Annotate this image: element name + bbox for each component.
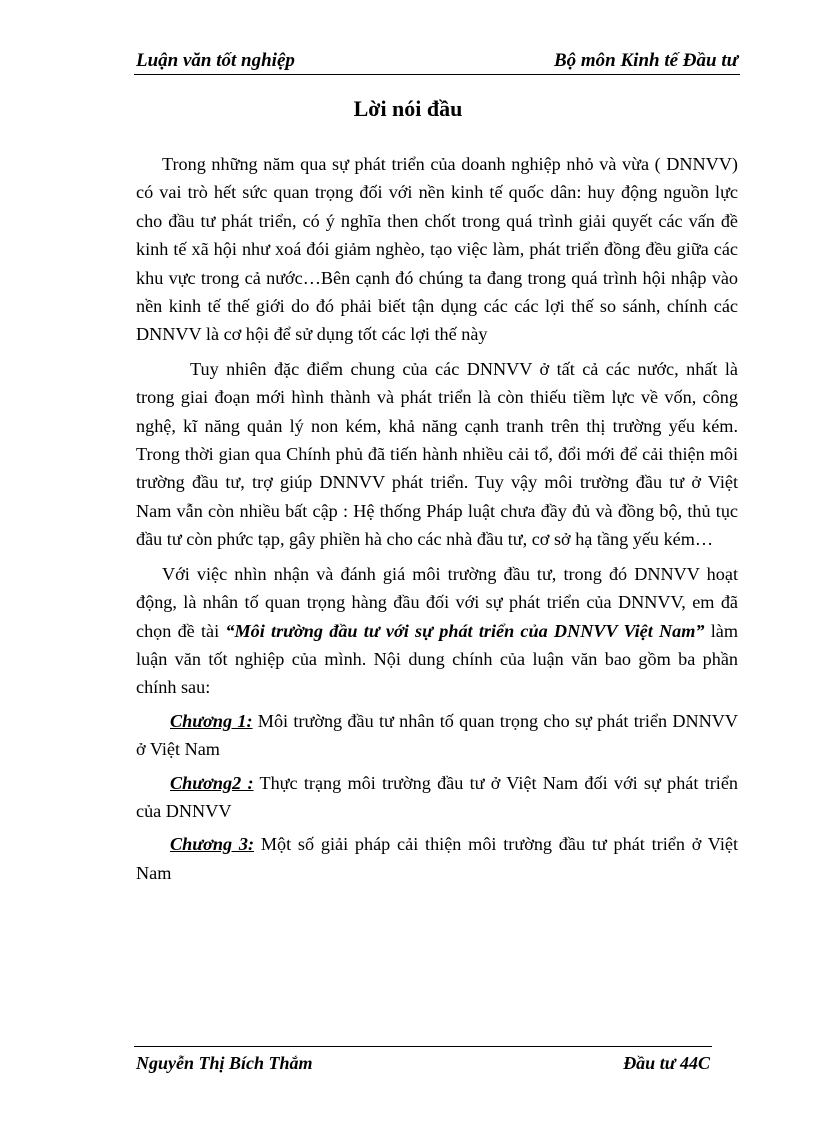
paragraph-topic-after: làm luận văn tốt nghiệp của mình. Nội dung chính của luận văn bao gồm ba phần chính sau: — [136, 620, 738, 698]
header-thesis-label: Luận văn tốt nghiệp — [136, 50, 295, 71]
page-title: Lời nói đầu — [353, 96, 463, 121]
chapter-text-2: Thực trạng môi trường đầu tư ở Việt Nam đối với sự phát triển của DNNVV — [136, 772, 739, 821]
paragraph-intro: Trong những năm qua sự phát triển của doanh nghiệp nhỏ và vừa ( DNNVV) có vai trò hết sức quan trọng đối với nền kinh tế quốc dân: huy động nguồn lực cho đầu tư phát triển, có ý nghĩa then chốt trong quá trình giải quyết các vấn đề kinh tế xã hội như xoá đói giảm nghèo, tạo việc làm, phát triển đồng đều giữa các khu vực trong cả nước…Bên cạnh đó chúng ta đang trong quá trình hội nhập vào nền kinh tế thế giới do đó phải biết tận dụng các các lợi thế so sánh, chính các DNNVV là cơ hội để sử dụng tốt các lợi thế này — [136, 154, 738, 345]
footer-class-label: Đầu tư 44C — [623, 1053, 710, 1073]
chapter-text-3: Một số giải pháp cải thiện môi trường đầu tư phát triển ở Việt Nam — [136, 834, 738, 883]
chapter-label-3: Chương 3: — [170, 834, 255, 855]
chapter-item-3 — [136, 830, 738, 887]
header-department-label: Bộ môn Kinh tế Đầu tư — [553, 50, 738, 71]
chapter-item-1 — [136, 707, 738, 764]
page-footer — [134, 1046, 712, 1073]
chapter-label-2: Chương2 : — [170, 772, 254, 793]
footer-author-name: Nguyễn Thị Bích Thắm — [136, 1053, 313, 1073]
paragraph-challenges: Tuy nhiên đặc điểm chung của các DNNVV ở tất cả các nước, nhất là trong giai đoạn mới hình thành và phát triển là còn thiếu tiềm lực về vốn, công nghệ, kĩ năng quản lý non kém, khả năng cạnh tranh trên thị trường yếu kém. Trong thời gian qua Chính phủ đã tiến hành nhiều cải tổ, đổi mới để cải thiện môi trường đầu tư, trợ giúp DNNVV phát triển. Tuy vậy môi trường đầu tư ở Việt Nam vẫn còn nhiều bất cập : Hệ thống Pháp luật chưa đầy đủ và đồng bộ, thủ tục đầu tư còn phức tạp, gây phiền hà cho các nhà đầu tư, cơ sở hạ tầng yếu kém… — [136, 358, 738, 550]
paragraph-topic-before: Với việc nhìn nhận và đánh giá môi trường đầu tư, trong đó DNNVV hoạt động, là nhân tố quan trọng hàng đầu đối với sự phát triển của DNNVV, em đã chọn đề tài — [136, 563, 738, 641]
paragraph-topic — [136, 560, 738, 702]
document-body — [136, 150, 738, 887]
chapter-text-1: Môi trường đầu tư nhân tố quan trọng cho sự phát triển DNNVV ở Việt Nam — [136, 710, 738, 760]
chapter-item-2 — [136, 769, 738, 826]
thesis-topic: “Môi trường đầu tư với sự phát triển của DNNVV Việt Nam” — [225, 620, 705, 641]
page-header — [134, 48, 740, 75]
chapter-label-1: Chương 1: — [170, 710, 253, 731]
